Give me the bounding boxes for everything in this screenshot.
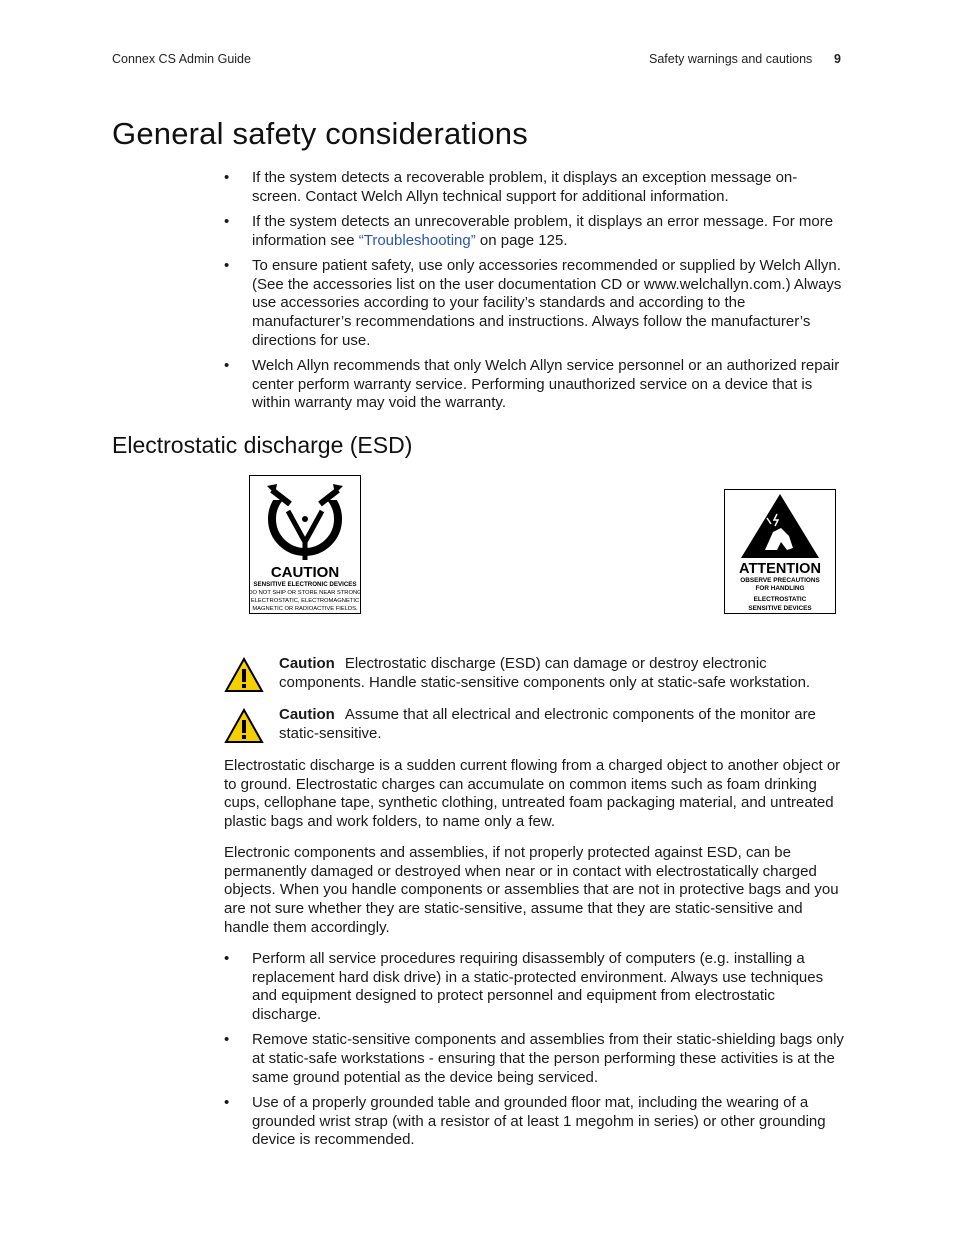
esd-bullet-list (224, 950, 844, 1157)
running-header-section: Safety warnings and cautions (649, 52, 813, 66)
sign-line: SENSITIVE DEVICES (748, 605, 812, 612)
bullet-glyph: • (224, 1031, 230, 1049)
sign-line: FOR HANDLING (755, 585, 805, 592)
sign-title: CAUTION (270, 564, 340, 581)
list-item-text: Remove static-sensitive components and assemblies from their static-shielding bags only at static-safe workstations - ensuring that the person performing these activities is at the same ground potential as the device being serviced. (252, 1031, 844, 1086)
esd-section-heading: Electrostatic discharge (ESD) (112, 432, 413, 458)
list-item-text-post: on page 125. (475, 231, 568, 249)
esd-attention-sign (724, 489, 836, 614)
sign-line: ELECTROSTATIC, ELECTROMAGNETIC (250, 598, 360, 604)
caution-text: Electrostatic discharge (ESD) can damage or destroy electronic components. Handle static-sensitive components only at static-safe workstation. (279, 655, 811, 691)
list-item (224, 1031, 844, 1087)
sign-title: ATTENTION (739, 561, 821, 577)
warning-triangle-icon (224, 708, 264, 744)
bullet-glyph: • (224, 950, 230, 967)
caution-text: Assume that all electrical and electronic components of the monitor are static-sensitive. (279, 706, 816, 742)
esd-hand-warning-icon (725, 490, 835, 613)
page-number: 9 (834, 52, 841, 66)
bullet-glyph: • (224, 256, 230, 274)
list-item-text-pre: If the system detects an unrecoverable problem, it displays an error message. For more information see (252, 212, 834, 249)
sign-subtitle: SENSITIVE ELECTRONIC DEVICES (253, 581, 357, 588)
sign-line: ELECTROSTATIC (753, 596, 807, 603)
esd-symbol-icon (250, 476, 360, 613)
list-item-text: Welch Allyn recommends that only Welch Allyn service personnel or an authorized repair center perform warranty service. Performing unauthorized service on a device that is within warranty may void the warranty. (252, 356, 840, 412)
list-item (224, 357, 844, 413)
body-paragraph: Electrostatic discharge is a sudden current flowing from a charged object to another object or to ground. Electrostatic charges can accumulate on common items such as foam drinking cups, cellophane tape, synthetic clothing, untreated foam packaging material, and untreated plastic bags and work folders, to name only a few. (224, 757, 841, 831)
list-item (224, 169, 844, 206)
bullet-glyph: • (224, 1093, 230, 1111)
list-item (224, 213, 844, 250)
bullet-glyph: • (224, 169, 230, 186)
troubleshooting-link[interactable]: “Troubleshooting” (358, 231, 476, 249)
page-title: General safety considerations (112, 116, 528, 151)
bullet-glyph: • (224, 212, 230, 230)
sign-line: OBSERVE PRECAUTIONS (740, 577, 820, 584)
sign-line: MAGNETIC OR RADIOACTIVE FIELDS. (252, 606, 358, 612)
list-item-text: If the system detects a recoverable problem, it displays an exception message on-screen. Contact Welch Allyn technical support for additional information. (252, 169, 798, 205)
list-item-text: Perform all service procedures requiring disassembly of computers (e.g. installing a replacement hard disk drive) in a static-protected environment. Always use techniques and equipment designed to protect personnel and equipment from electrostatic discharge. (252, 950, 824, 1024)
esd-caution-sign (249, 475, 361, 614)
sign-line: DO NOT SHIP OR STORE NEAR STRONG (250, 590, 360, 596)
caution-label: Caution (279, 655, 335, 672)
list-item (224, 1094, 844, 1150)
list-item (224, 257, 844, 351)
list-item-text: To ensure patient safety, use only accessories recommended or supplied by Welch Allyn. (See the accessories list on the user documentation CD or www.welchallyn.com.) Always use accessories according to your facility’s standards and according to the manufacturer’s recommendations and instructions. Always follow the manufacturer’s directions for use. (252, 256, 842, 349)
safety-bullet-list (224, 169, 844, 419)
list-item (224, 950, 844, 1025)
caution-label: Caution (279, 706, 335, 723)
warning-triangle-icon (224, 657, 264, 693)
list-item-text: Use of a properly grounded table and grounded floor mat, including the wearing of a grounded wrist strap (with a resistor of at least 1 megohm in series) or other grounding device is recommended. (252, 1093, 826, 1149)
body-paragraph: Electronic components and assemblies, if not properly protected against ESD, can be permanently damaged or destroyed when near or in contact with electrostatically charged objects. When you handle components or assemblies that are not in protective bags and you are not sure whether they are static-sensitive, assume that they are static-sensitive and handle them accordingly. (224, 844, 839, 936)
bullet-glyph: • (224, 356, 230, 374)
running-header-title: Connex CS Admin Guide (112, 52, 251, 66)
